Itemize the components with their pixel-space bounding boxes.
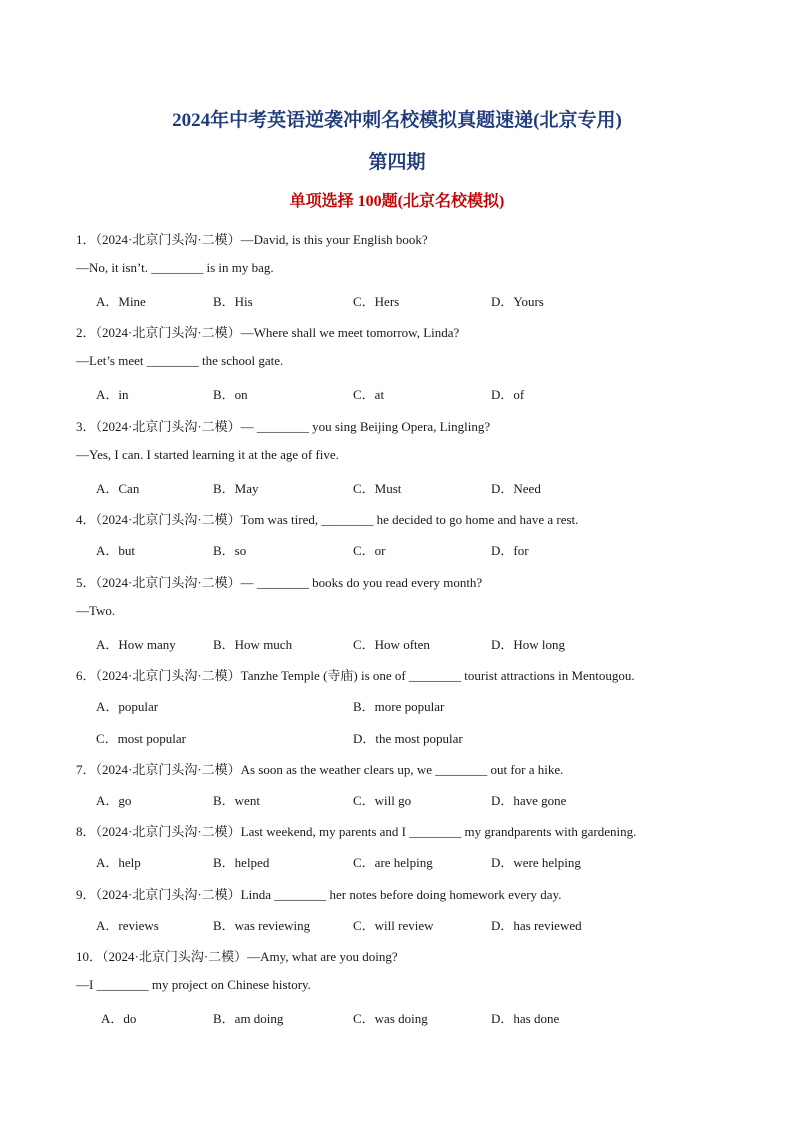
option-a: A．Mine: [96, 294, 146, 309]
option-c: C．How often: [353, 637, 430, 652]
option-c: C．are helping: [353, 855, 433, 870]
question-9: 9．（2024·北京门头沟·二模）Linda ________ her notes before doing homework every day.: [76, 887, 562, 902]
option-a: A．How many: [96, 637, 176, 652]
option-d: D．for: [491, 543, 529, 558]
option-c: C．Must: [353, 481, 402, 496]
option-d: D．Yours: [491, 294, 544, 309]
option-d: D．were helping: [491, 855, 581, 870]
issue-label: 第四期: [368, 152, 426, 173]
option-d: D．have gone: [491, 793, 567, 808]
option-d: D．of: [491, 387, 525, 402]
question-8: 8．（2024·北京门头沟·二模）Last weekend, my parents and I ________ my grandparents with gardening.: [76, 824, 637, 839]
option-a: A．in: [96, 387, 129, 402]
question-7: 7．（2024·北京门头沟·二模）As soon as the weather clears up, we ________ out for a hike.: [76, 762, 564, 777]
document-title: 2024年中考英语逆袭冲刺名校模拟真题速递(北京专用): [172, 110, 622, 131]
question-1: 1．（2024·北京门头沟·二模）—David, is this your English book?: [76, 232, 428, 247]
question-3: 3．（2024·北京门头沟·二模）— ________ you sing Beijing Opera, Lingling?: [76, 419, 491, 434]
option-a: A．do: [101, 1011, 137, 1026]
option-a: A．help: [96, 855, 141, 870]
option-d: D．How long: [491, 637, 566, 652]
option-b: B．was reviewing: [213, 918, 311, 933]
option-c: C．will go: [353, 793, 412, 808]
question-10: 10．（2024·北京门头沟·二模）—Amy, what are you doing?: [76, 949, 398, 964]
option-c: C．Hers: [353, 294, 400, 309]
option-d: D．Need: [491, 481, 541, 496]
option-d: D．the most popular: [353, 731, 463, 746]
question-5-continuation: —Two.: [76, 603, 116, 618]
option-b: B．How much: [213, 637, 293, 652]
question-3-continuation: —Yes, I can. I started learning it at the age of five.: [76, 447, 339, 462]
option-c: C．at: [353, 387, 385, 402]
option-c: C．will review: [353, 918, 434, 933]
option-b: B．His: [213, 294, 253, 309]
question-6: 6．（2024·北京门头沟·二模）Tanzhe Temple (寺庙) is one of ________ tourist attractions in Mentougou.: [76, 668, 635, 683]
option-b: B．helped: [213, 855, 270, 870]
option-c: C．was doing: [353, 1011, 428, 1026]
question-4: 4．（2024·北京门头沟·二模）Tom was tired, ________ he decided to go home and have a rest.: [76, 512, 579, 527]
option-a: A．Can: [96, 481, 140, 496]
option-b: B．more popular: [353, 699, 445, 714]
option-a: A．but: [96, 543, 136, 558]
option-b: B．on: [213, 387, 248, 402]
question-5: 5．（2024·北京门头沟·二模）— ________ books do you read every month?: [76, 575, 483, 590]
question-2-continuation: —Let’s meet ________ the school gate.: [76, 353, 284, 368]
option-a: A．reviews: [96, 918, 159, 933]
option-c: C．or: [353, 543, 386, 558]
option-b: B．went: [213, 793, 260, 808]
question-1-continuation: —No, it isn’t. ________ is in my bag.: [76, 260, 274, 275]
option-c: C．most popular: [96, 731, 186, 746]
question-2: 2．（2024·北京门头沟·二模）—Where shall we meet tomorrow, Linda?: [76, 325, 460, 340]
option-d: D．has done: [491, 1011, 560, 1026]
question-10-continuation: —I ________ my project on Chinese history.: [76, 977, 311, 992]
option-d: D．has reviewed: [491, 918, 582, 933]
option-b: B．May: [213, 481, 259, 496]
option-b: B．so: [213, 543, 247, 558]
section-heading: 单项选择 100题(北京名校模拟): [289, 193, 505, 210]
option-a: A．go: [96, 793, 132, 808]
option-a: A．popular: [96, 699, 159, 714]
option-b: B．am doing: [213, 1011, 284, 1026]
